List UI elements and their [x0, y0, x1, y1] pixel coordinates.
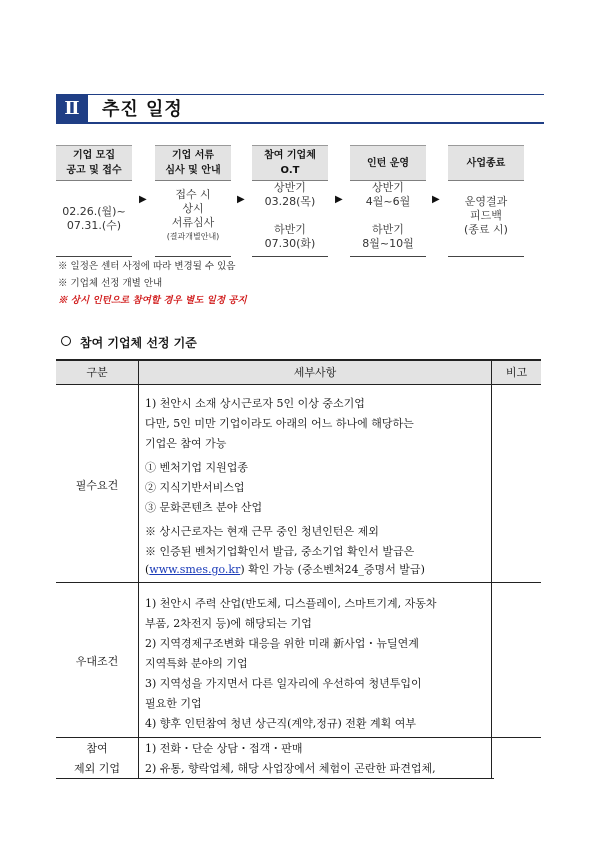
detail-line: ※ 상시근로자는 현재 근무 중인 청년인턴은 제외 — [145, 525, 379, 538]
table-rule — [138, 360, 139, 779]
step-1-label: 기업 모집 공고 및 접수 — [56, 145, 132, 181]
step-3-underline — [252, 256, 328, 257]
step-5-detail: 운영결과 피드백 (종료 시) — [464, 195, 508, 236]
arrow-icon: ▶ — [432, 194, 440, 205]
detail-line: 필요한 기업 — [145, 697, 202, 710]
detail-line: 1) 전화・단순 상담・접객・판매 — [145, 742, 303, 755]
detail-line: ※ 인증된 벤처기업확인서 발급, 중소기업 확인서 발급은 — [145, 545, 415, 558]
detail-line: 기업은 참여 가능 — [145, 437, 227, 450]
step-4-label: 인턴 운영 — [350, 145, 426, 181]
table-rule — [56, 384, 541, 385]
table-rule — [56, 359, 541, 361]
arrow-icon: ▶ — [335, 194, 343, 205]
step-1-underline — [56, 256, 132, 257]
detail-line: 1) 천안시 소재 상시근로자 5인 이상 중소기업 — [145, 397, 365, 410]
detail-line: ② 지식기반서비스업 — [145, 481, 245, 494]
arrow-icon: ▶ — [139, 194, 147, 205]
detail-line: 2) 유통, 향락업체, 해당 사업장에서 체험이 곤란한 파견업체, — [145, 762, 436, 775]
header-details: 세부사항 — [139, 360, 491, 384]
step-5-label: 사업종료 — [448, 145, 524, 181]
detail-line: ③ 문화콘텐츠 분야 산업 — [145, 501, 263, 514]
detail-line: (www.smes.go.kr) 확인 가능 (중소벤처24_증명서 발급) — [145, 563, 425, 576]
step-2-underline — [155, 256, 231, 257]
detail-line: 1) 천안시 주력 산업(반도체, 디스플레이, 스마트기계, 자동차 — [145, 597, 437, 610]
step-4-underline — [350, 256, 426, 257]
step-2-detail: 접수 시 상시 서류심사 (결과개별안내) — [166, 188, 220, 241]
row-category: 참여 제외 기업 — [73, 742, 120, 775]
header-remarks: 비고 — [492, 360, 541, 384]
table-rule — [56, 737, 541, 738]
smes-link[interactable]: www.smes.go.kr — [149, 563, 241, 576]
step-3-detail: 상반기 03.28(목) 하반기 07.30(화) — [264, 181, 316, 250]
step-4-detail: 상반기 4월~6월 하반기 8월~10월 — [362, 181, 414, 250]
row-category: 우대조건 — [75, 655, 119, 668]
arrow-icon: ▶ — [237, 194, 245, 205]
section-header — [56, 94, 544, 124]
detail-line: 2) 지역경제구조변화 대응을 위한 미래 新사업・뉴딜연계 — [145, 637, 419, 650]
detail-line: 4) 향후 인턴참여 청년 상근직(계약,정규) 전환 계획 여부 — [145, 717, 416, 730]
note-schedule-change: ※ 일정은 센터 사정에 따라 변경될 수 있음 — [58, 261, 236, 272]
step-3-label: 참여 기업체 O.T — [252, 145, 328, 181]
detail-line: 지역특화 분야의 기업 — [145, 657, 248, 670]
table-rule — [491, 360, 492, 779]
detail-line: 부품, 2차전지 등)에 해당되는 기업 — [145, 617, 312, 630]
step-5-underline — [448, 256, 524, 257]
section-number: Ⅱ — [56, 94, 88, 124]
circle-bullet-icon — [61, 336, 71, 346]
header-category: 구분 — [56, 360, 138, 384]
table-rule — [56, 582, 541, 583]
row-category: 필수요건 — [75, 479, 119, 492]
note-regular-intern: ※ 상시 인턴으로 참여할 경우 별도 일정 공지 — [58, 295, 247, 306]
header-rule-bottom — [88, 122, 544, 124]
detail-line: 다만, 5인 미만 기업이라도 아래의 어느 하나에 해당하는 — [145, 417, 414, 430]
step-2-label: 기업 서류 심사 및 안내 — [155, 145, 231, 181]
section-title: 추진 일정 — [102, 99, 183, 120]
detail-line: ① 벤처기업 지원업종 — [145, 461, 249, 474]
note-selection: ※ 기업체 선정 개별 안내 — [58, 278, 163, 289]
detail-line: 3) 지역성을 가지면서 다른 일자리에 우선하여 청년투입이 — [145, 677, 422, 690]
step-1-detail: 02.26.(월)~ 07.31.(수) — [62, 205, 126, 232]
